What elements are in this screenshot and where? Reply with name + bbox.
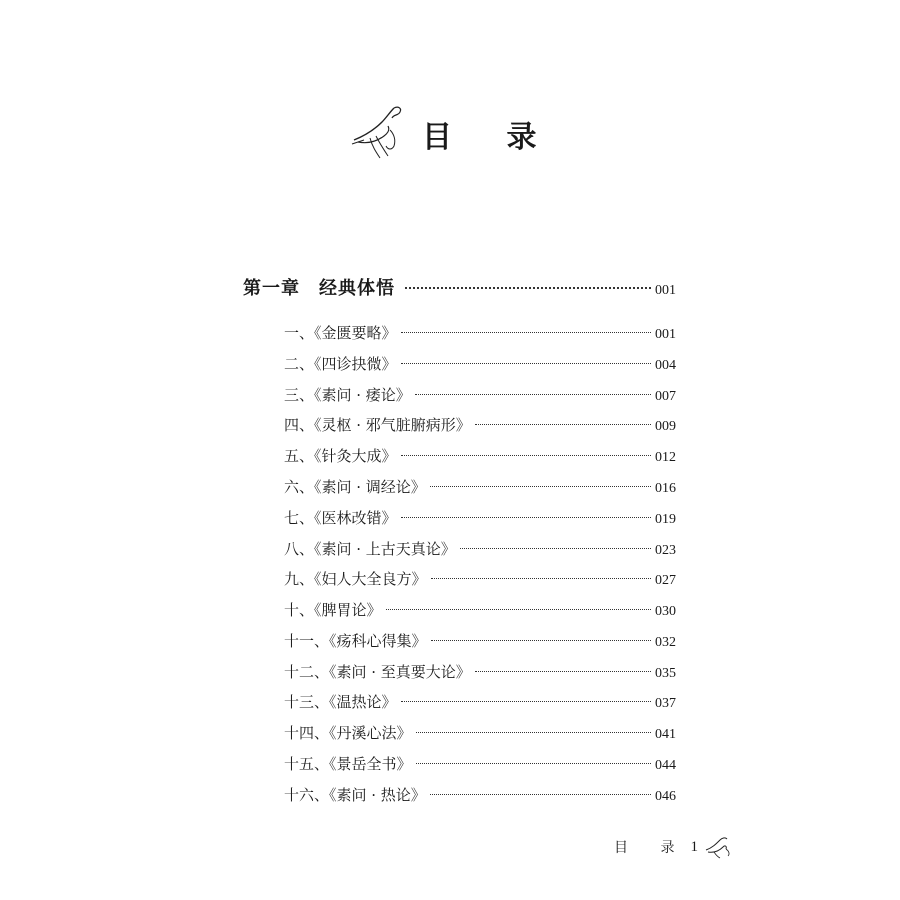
page-title: 目 录: [422, 120, 559, 155]
entry-page-number: 046: [655, 789, 676, 804]
leader-dots: [416, 732, 651, 733]
entry-label: 六、《素问 · 调经论》: [284, 478, 426, 496]
leader-dots: [401, 332, 651, 333]
toc-entry[interactable]: [284, 630, 676, 651]
entry-label: 十四、《丹溪心法》: [284, 724, 412, 742]
leader-dots: [431, 578, 651, 579]
leader-dots: [415, 394, 651, 395]
entry-label: 七、《医林改错》: [284, 509, 397, 527]
entry-label: 十一、《疡科心得集》: [284, 632, 427, 650]
entry-label: 二、《四诊抉微》: [284, 355, 397, 373]
entry-page-number: 019: [655, 512, 676, 527]
entry-label: 八、《素问 · 上古天真论》: [284, 540, 456, 558]
leader-dots: [401, 363, 651, 364]
toc-entry[interactable]: [284, 384, 676, 405]
entry-page-number: 030: [655, 604, 676, 619]
entry-label: 四、《灵枢 · 邪气脏腑病形》: [284, 416, 471, 434]
entry-page-number: 041: [655, 727, 676, 742]
entry-page-number: 032: [655, 635, 676, 650]
entry-label: 十六、《素问 · 热论》: [284, 786, 426, 804]
toc-entry[interactable]: [284, 661, 676, 682]
leader-dots: [386, 609, 651, 610]
entry-page-number: 007: [655, 389, 676, 404]
entry-label: 十、《脾胃论》: [284, 601, 382, 619]
leader-dots: [475, 424, 651, 425]
leader-dots: [431, 640, 651, 641]
entry-label: 三、《素问 · 痿论》: [284, 386, 411, 404]
toc-entry[interactable]: [284, 753, 676, 774]
entry-page-number: 012: [655, 450, 676, 465]
leader-dots: [405, 287, 651, 289]
toc-entry[interactable]: [284, 784, 676, 805]
entry-label: 一、《金匮要略》: [284, 324, 397, 342]
footer-section-title: 目 录: [614, 840, 689, 856]
toc-entry[interactable]: [284, 507, 676, 528]
leader-dots: [430, 794, 651, 795]
toc-entry[interactable]: [284, 568, 676, 589]
page-footer: [614, 834, 732, 860]
entry-label: 十三、《温热论》: [284, 693, 397, 711]
entry-label: 五、《针灸大成》: [284, 447, 397, 465]
toc-entry[interactable]: [284, 445, 676, 466]
toc-entry[interactable]: [284, 476, 676, 497]
chapter-heading[interactable]: [243, 274, 676, 300]
leader-dots: [460, 548, 651, 549]
entry-page-number: 023: [655, 543, 676, 558]
toc-entry[interactable]: [284, 353, 676, 374]
entry-label: 九、《妇人大全良方》: [284, 570, 427, 588]
crane-ornament-icon: [704, 834, 732, 860]
leader-dots: [401, 455, 651, 456]
toc-entry[interactable]: [284, 414, 676, 435]
entry-page-number: 001: [655, 327, 676, 342]
leader-dots: [475, 671, 651, 672]
toc-entry[interactable]: [284, 722, 676, 743]
entry-page-number: 037: [655, 696, 676, 711]
leader-dots: [401, 517, 651, 518]
leader-dots: [416, 763, 651, 764]
entry-page-number: 004: [655, 358, 676, 373]
toc-entry[interactable]: [284, 322, 676, 343]
entry-page-number: 035: [655, 666, 676, 681]
entry-label: 十二、《素问 · 至真要大论》: [284, 663, 471, 681]
leader-dots: [401, 701, 651, 702]
entry-page-number: 027: [655, 573, 676, 588]
entry-page-number: 044: [655, 758, 676, 773]
leader-dots: [430, 486, 651, 487]
footer-page-number: 1: [690, 838, 698, 855]
entry-label: 十五、《景岳全书》: [284, 755, 412, 773]
toc-entry[interactable]: [284, 691, 676, 712]
entry-page-number: 009: [655, 419, 676, 434]
toc-entry[interactable]: [284, 538, 676, 559]
entry-page-number: 016: [655, 481, 676, 496]
chapter-page-number: 001: [655, 283, 676, 298]
chapter-label: 第一章 经典体悟: [243, 278, 395, 299]
toc-entry[interactable]: [284, 599, 676, 620]
